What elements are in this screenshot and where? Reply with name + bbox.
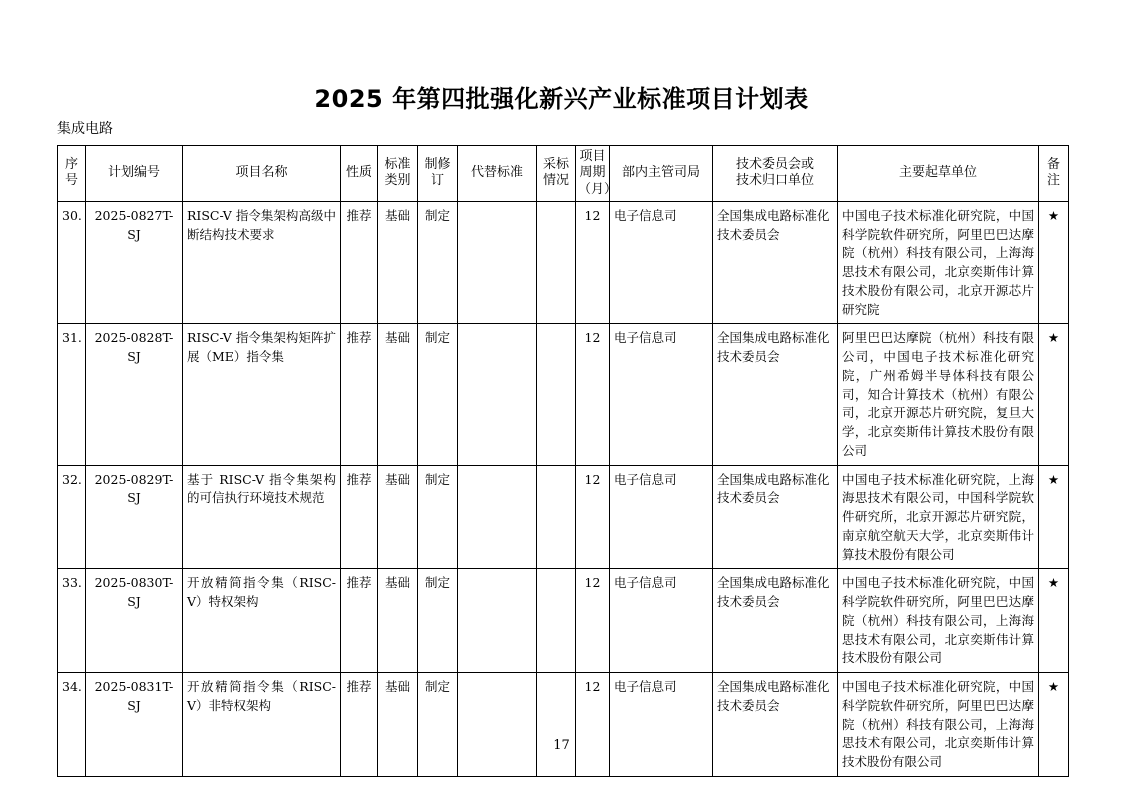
column-header-code: 计划编号 <box>86 146 183 202</box>
column-header-revision-line1: 制修 <box>424 157 451 173</box>
column-header-note <box>1039 146 1069 202</box>
cell-name: RISC-V 指令集架构矩阵扩展（ME）指令集 <box>183 324 341 465</box>
column-header-adoption-line2: 情况 <box>542 173 569 189</box>
cell-tc: 全国集成电路标准化技术委员会 <box>713 465 838 569</box>
table-row <box>58 324 1069 465</box>
column-header-replaced: 代替标准 <box>458 146 537 202</box>
cell-seq: 30. <box>58 201 86 324</box>
cell-replaced <box>458 465 537 569</box>
cell-note-star: ★ <box>1039 324 1069 465</box>
cell-drafters: 阿里巴巴达摩院（杭州）科技有限公司，中国电子技术标准化研究院，广州希姆半导体科技有限公司，知合计算技术（杭州）有限公司，北京开源芯片研究院，复旦大学，北京奕斯伟计算技术股份有限公司 <box>838 324 1039 465</box>
cell-dept: 电子信息司 <box>610 324 713 465</box>
cell-drafters: 中国电子技术标准化研究院，中国科学院软件研究所，阿里巴巴达摩院（杭州）科技有限公司，上海海思技术有限公司，北京奕斯伟计算技术股份有限公司 <box>838 673 1039 777</box>
cell-adoption <box>537 673 576 777</box>
column-header-note-line2: 注 <box>1046 173 1060 189</box>
column-header-period-line2: 周期 <box>579 165 606 181</box>
cell-category: 基础 <box>378 569 418 673</box>
cell-nature: 推荐 <box>341 673 378 777</box>
cell-revision: 制定 <box>418 201 458 324</box>
column-header-category <box>378 146 418 202</box>
cell-adoption <box>537 465 576 569</box>
column-header-dept: 部内主管司局 <box>610 146 713 202</box>
cell-dept: 电子信息司 <box>610 673 713 777</box>
table-body <box>58 201 1069 776</box>
column-header-drafters: 主要起草单位 <box>838 146 1039 202</box>
column-header-tc-line1: 技术委员会或 <box>735 157 814 173</box>
column-header-revision-line2: 订 <box>430 173 444 189</box>
cell-revision: 制定 <box>418 569 458 673</box>
cell-adoption <box>537 569 576 673</box>
cell-seq: 31. <box>58 324 86 465</box>
column-header-category-line1: 标准 <box>384 157 411 173</box>
column-header-period <box>576 146 618 202</box>
cell-code: 2025-0827T-SJ <box>86 201 183 324</box>
section-label: 集成电路 <box>57 121 113 137</box>
table-row <box>58 569 1069 673</box>
cell-code: 2025-0830T-SJ <box>86 569 183 673</box>
cell-revision: 制定 <box>418 465 458 569</box>
cell-tc: 全国集成电路标准化技术委员会 <box>713 324 838 465</box>
column-header-seq <box>58 146 86 202</box>
cell-replaced <box>458 673 537 777</box>
cell-seq: 32. <box>58 465 86 569</box>
column-header-name: 项目名称 <box>183 146 341 202</box>
cell-name: 开放精简指令集（RISC-V）非特权架构 <box>183 673 341 777</box>
cell-nature: 推荐 <box>341 569 378 673</box>
standards-plan-table <box>57 145 1069 777</box>
cell-drafters: 中国电子技术标准化研究院，上海海思技术有限公司，中国科学院软件研究所，北京开源芯片研究院，南京航空航天大学，北京奕斯伟计算技术股份有限公司 <box>838 465 1039 569</box>
cell-code: 2025-0829T-SJ <box>86 465 183 569</box>
cell-category: 基础 <box>378 673 418 777</box>
cell-period: 12 <box>576 569 610 673</box>
cell-note-star: ★ <box>1039 569 1069 673</box>
cell-note-star: ★ <box>1039 465 1069 569</box>
cell-seq: 33. <box>58 569 86 673</box>
cell-name: 开放精简指令集（RISC-V）特权架构 <box>183 569 341 673</box>
cell-dept: 电子信息司 <box>610 569 713 673</box>
table-row <box>58 673 1069 777</box>
cell-category: 基础 <box>378 324 418 465</box>
column-header-seq-line2: 号 <box>64 173 78 189</box>
column-header-nature: 性质 <box>341 146 378 202</box>
cell-tc: 全国集成电路标准化技术委员会 <box>713 201 838 324</box>
column-header-adoption <box>537 146 576 202</box>
table-header-row <box>58 146 1069 202</box>
column-header-tc <box>713 146 838 202</box>
cell-name: RISC-V 指令集架构高级中断结构技术要求 <box>183 201 341 324</box>
cell-revision: 制定 <box>418 324 458 465</box>
page-number: 17 <box>553 738 570 753</box>
cell-code: 2025-0828T-SJ <box>86 324 183 465</box>
cell-tc: 全国集成电路标准化技术委员会 <box>713 569 838 673</box>
table-row <box>58 201 1069 324</box>
cell-period: 12 <box>576 324 610 465</box>
cell-revision: 制定 <box>418 673 458 777</box>
cell-dept: 电子信息司 <box>610 201 713 324</box>
cell-tc: 全国集成电路标准化技术委员会 <box>713 673 838 777</box>
column-header-adoption-line1: 采标 <box>542 157 569 173</box>
cell-period: 12 <box>576 465 610 569</box>
column-header-period-line1: 项目 <box>579 149 606 164</box>
cell-nature: 推荐 <box>341 465 378 569</box>
cell-drafters: 中国电子技术标准化研究院，中国科学院软件研究所，阿里巴巴达摩院（杭州）科技有限公司，上海海思技术有限公司，北京奕斯伟计算技术股份有限公司 <box>838 569 1039 673</box>
cell-category: 基础 <box>378 201 418 324</box>
column-header-period-line3: （月） <box>578 181 618 197</box>
cell-note-star: ★ <box>1039 201 1069 324</box>
column-header-seq-line1: 序 <box>64 157 78 173</box>
cell-period: 12 <box>576 673 610 777</box>
column-header-note-line1: 备 <box>1046 157 1060 173</box>
cell-replaced <box>458 324 537 465</box>
table-row <box>58 465 1069 569</box>
cell-dept: 电子信息司 <box>610 465 713 569</box>
cell-replaced <box>458 201 537 324</box>
cell-drafters: 中国电子技术标准化研究院，中国科学院软件研究所，阿里巴巴达摩院（杭州）科技有限公司，上海海思技术有限公司，北京奕斯伟计算技术股份有限公司，北京开源芯片研究院 <box>838 201 1039 324</box>
cell-adoption <box>537 201 576 324</box>
cell-period: 12 <box>576 201 610 324</box>
page-title: 2025 年第四批强化新兴产业标准项目计划表 <box>314 85 809 113</box>
cell-seq: 34. <box>58 673 86 777</box>
cell-replaced <box>458 569 537 673</box>
cell-adoption <box>537 324 576 465</box>
column-header-revision <box>418 146 458 202</box>
cell-nature: 推荐 <box>341 324 378 465</box>
column-header-category-line2: 类别 <box>384 173 411 189</box>
cell-code: 2025-0831T-SJ <box>86 673 183 777</box>
column-header-tc-line2: 技术归口单位 <box>735 173 814 189</box>
cell-name: 基于 RISC-V 指令集架构的可信执行环境技术规范 <box>183 465 341 569</box>
cell-note-star: ★ <box>1039 673 1069 777</box>
cell-nature: 推荐 <box>341 201 378 324</box>
cell-category: 基础 <box>378 465 418 569</box>
